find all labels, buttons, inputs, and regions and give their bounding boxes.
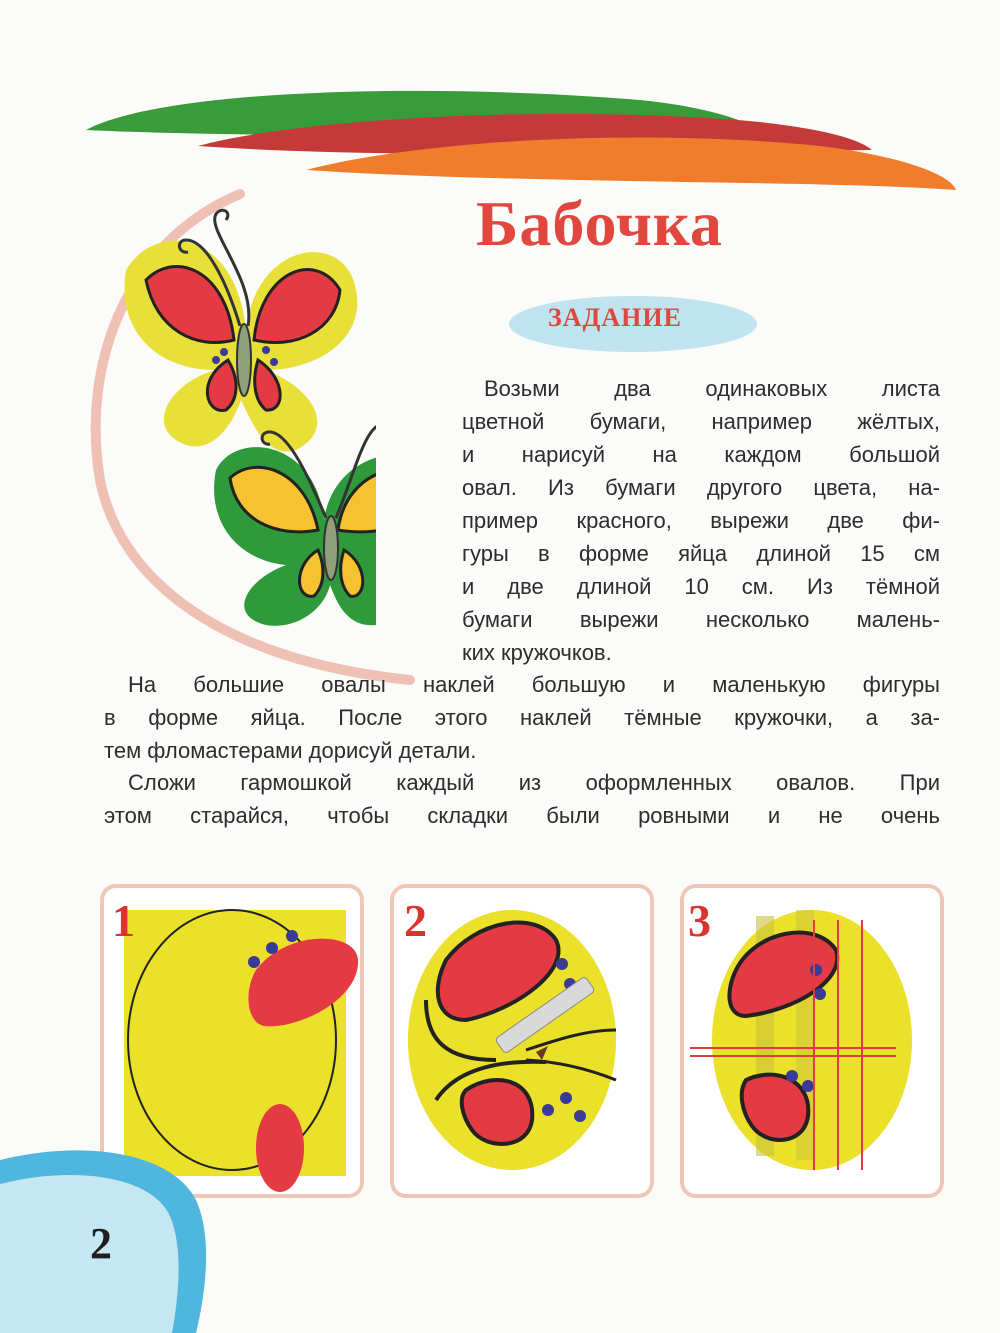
green-butterfly-image <box>214 424 376 626</box>
text-line: Сложи гармошкой каждый из оформленных овалов. При <box>128 770 940 795</box>
step-2-number: 2 <box>404 895 427 946</box>
task-label: ЗАДАНИЕ <box>548 303 682 332</box>
text-line: На большие овалы наклей большую и маленькую фигуры <box>128 672 940 697</box>
header-brush-strokes <box>0 0 1000 200</box>
page-title: Бабочка <box>476 188 723 259</box>
text-line: Возьми два одинаковых листа <box>484 376 940 401</box>
text-line: цветной бумаги, например жёлтых, <box>462 409 940 434</box>
text-line: и две длиной 10 см. Из тёмной <box>462 574 940 599</box>
step-3-number: 3 <box>688 895 711 946</box>
text-line: в форме яйца. После этого наклей тёмные кружочки, а за- <box>104 705 940 730</box>
text-line: овал. Из бумаги другого цвета, на- <box>462 475 940 500</box>
text-line: бумаги вырежи несколько малень- <box>462 607 940 632</box>
instruction-paragraph-3 <box>104 766 940 832</box>
text-line: пример красного, вырежи две фи- <box>462 508 940 533</box>
text-line: гуры в форме яйца длиной 15 см <box>462 541 940 566</box>
red-butterfly-image <box>124 210 357 451</box>
instruction-paragraph-1 <box>462 372 940 669</box>
instruction-paragraph-2 <box>104 668 940 767</box>
butterfly-illustrations <box>116 200 376 640</box>
text-line: ких кружочков. <box>462 640 612 665</box>
text-line: тем фломастерами дорисуй детали. <box>104 738 477 763</box>
step-panels <box>96 880 956 1210</box>
step-2-panel <box>392 886 652 1196</box>
text-line: и нарисуй на каждом большой <box>462 442 940 467</box>
step-1-number: 1 <box>112 895 135 946</box>
step-3-panel <box>682 886 942 1196</box>
page-number: 2 <box>90 1219 112 1268</box>
text-line: этом старайся, чтобы складки были ровными и не очень <box>104 803 940 828</box>
